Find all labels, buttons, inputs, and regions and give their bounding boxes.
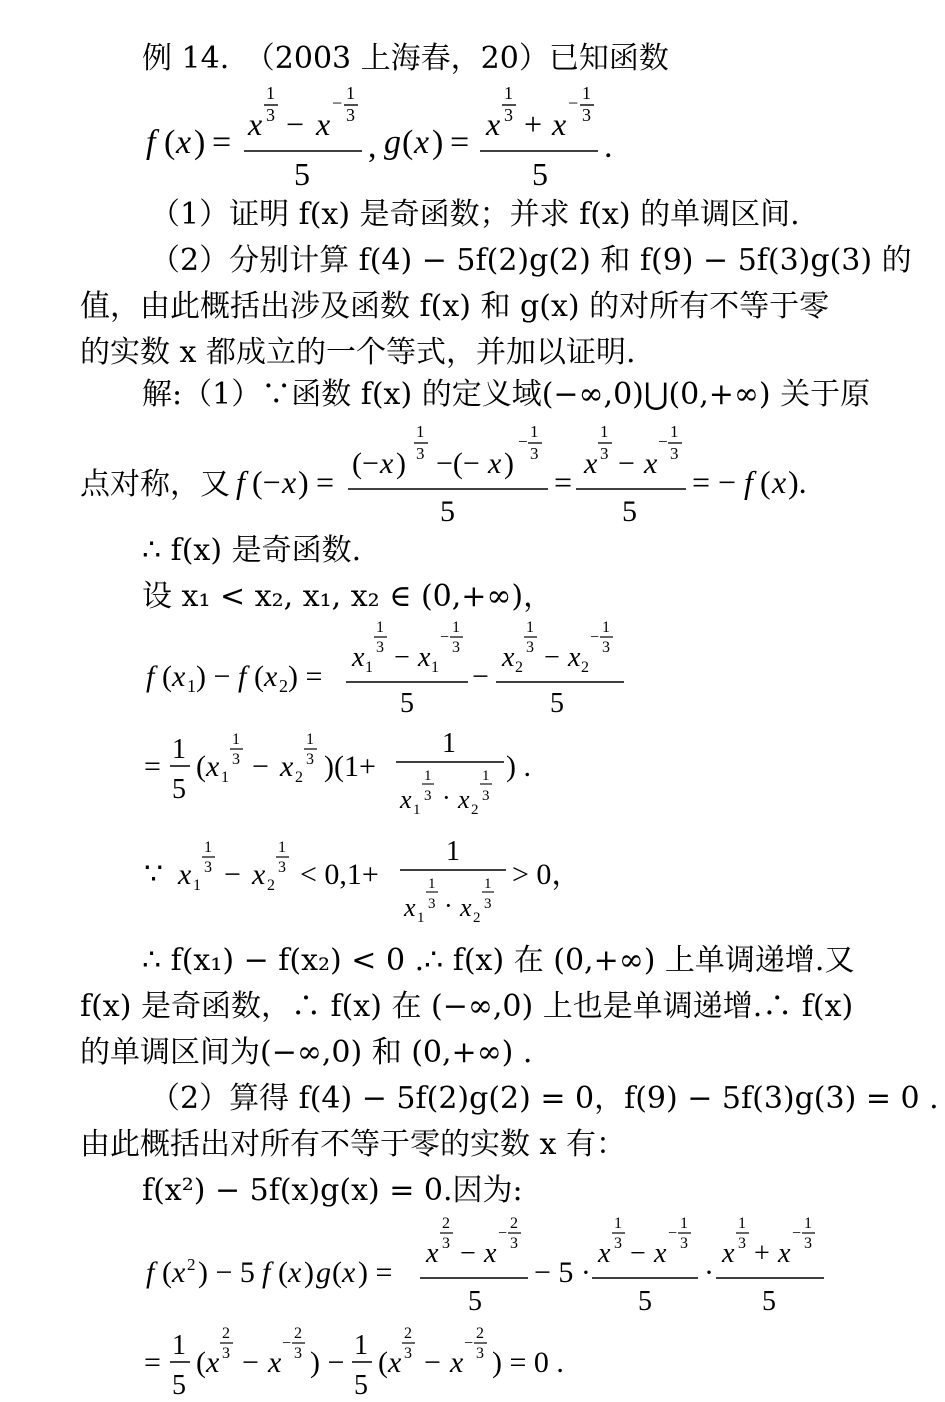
problem-source: （2003 上海春，20）已知函数 bbox=[244, 41, 669, 76]
svg-text:x: x bbox=[380, 447, 394, 480]
svg-text:5: 5 bbox=[762, 1286, 776, 1317]
svg-text:x: x bbox=[426, 1238, 439, 1269]
svg-text:3: 3 bbox=[484, 896, 492, 912]
svg-text:5: 5 bbox=[468, 1286, 482, 1317]
svg-text:5: 5 bbox=[550, 688, 564, 719]
svg-text:x: x bbox=[248, 106, 263, 142]
svg-text:1: 1 bbox=[446, 836, 460, 867]
solution-1-line-5: ∴ f(x₁) − f(x₂) < 0 .∴ f(x) 在 (0,+∞) 上单调递增.又 bbox=[142, 943, 855, 978]
svg-text:x: x bbox=[172, 1256, 186, 1289]
svg-text:3: 3 bbox=[204, 859, 212, 876]
svg-text:3: 3 bbox=[804, 1235, 812, 1252]
svg-text:x: x bbox=[772, 464, 787, 500]
formula-expansion bbox=[140, 1212, 840, 1317]
svg-text:1: 1 bbox=[172, 734, 186, 765]
svg-text:x: x bbox=[484, 1238, 497, 1269]
task-2-line-3: 的实数 x 都成立的一个等式，并加以证明. bbox=[80, 335, 636, 370]
svg-text:1: 1 bbox=[416, 422, 425, 441]
svg-text:−: − bbox=[568, 93, 579, 113]
svg-text:): ) bbox=[432, 124, 444, 161]
svg-text:5: 5 bbox=[172, 1370, 186, 1401]
svg-text:−: − bbox=[630, 1238, 646, 1269]
svg-text:x: x bbox=[778, 1238, 791, 1269]
svg-text:−: − bbox=[424, 1346, 441, 1379]
svg-text:3: 3 bbox=[600, 444, 609, 463]
svg-text:−: − bbox=[460, 1238, 476, 1269]
svg-text:·: · bbox=[704, 1256, 714, 1289]
svg-text:).: ). bbox=[788, 464, 807, 500]
svg-text:x: x bbox=[414, 124, 430, 161]
svg-text:2: 2 bbox=[476, 1325, 484, 1342]
svg-text:−: − bbox=[440, 629, 450, 646]
solution-1-line-3: ∴ f(x) 是奇函数. bbox=[142, 533, 362, 568]
svg-text:(−: (− bbox=[352, 447, 379, 480]
svg-text:g: g bbox=[316, 1256, 331, 1289]
svg-text:+: + bbox=[524, 106, 543, 142]
svg-text:−: − bbox=[252, 750, 269, 783]
svg-text:< 0,1+: < 0,1+ bbox=[300, 858, 379, 891]
svg-text:2: 2 bbox=[222, 1325, 230, 1342]
svg-text:1: 1 bbox=[452, 619, 460, 636]
svg-text:1: 1 bbox=[602, 619, 610, 636]
svg-text:): ) bbox=[304, 1256, 314, 1289]
svg-text:1: 1 bbox=[680, 1215, 688, 1232]
svg-text:3: 3 bbox=[232, 751, 240, 768]
svg-text:1: 1 bbox=[482, 768, 490, 784]
svg-text:−: − bbox=[224, 858, 241, 891]
svg-text:5: 5 bbox=[294, 156, 310, 192]
svg-text:3: 3 bbox=[404, 1345, 412, 1362]
svg-text:) −: ) − bbox=[196, 660, 231, 693]
svg-text:3: 3 bbox=[452, 639, 460, 656]
svg-text:1: 1 bbox=[442, 728, 456, 759]
svg-text:(−: (− bbox=[252, 464, 281, 500]
svg-text:−: − bbox=[472, 660, 489, 693]
svg-text:x: x bbox=[488, 447, 502, 480]
svg-text:2: 2 bbox=[510, 1215, 518, 1232]
svg-text:.: . bbox=[604, 128, 613, 165]
svg-text:3: 3 bbox=[428, 896, 436, 912]
svg-text:+: + bbox=[754, 1238, 770, 1269]
svg-text:−: − bbox=[282, 1335, 292, 1352]
svg-text:1: 1 bbox=[346, 83, 355, 103]
formula-difference bbox=[140, 620, 660, 720]
svg-text:= −: = − bbox=[692, 464, 737, 500]
svg-text:5: 5 bbox=[172, 774, 186, 805]
svg-text:x: x bbox=[268, 1346, 282, 1379]
svg-text:(: ( bbox=[278, 1256, 288, 1289]
svg-text:2: 2 bbox=[187, 1255, 196, 1274]
svg-text:(: ( bbox=[378, 1346, 388, 1379]
svg-text:f: f bbox=[262, 1256, 271, 1289]
svg-text:1: 1 bbox=[417, 910, 425, 926]
svg-text:1: 1 bbox=[306, 731, 314, 748]
svg-text:3: 3 bbox=[294, 1345, 302, 1362]
svg-text:) − 5: ) − 5 bbox=[198, 1256, 255, 1289]
svg-text:) = 0 .: ) = 0 . bbox=[492, 1346, 564, 1379]
svg-text:3: 3 bbox=[442, 1235, 450, 1252]
svg-text:x: x bbox=[288, 1256, 302, 1289]
svg-text:5: 5 bbox=[638, 1286, 652, 1317]
svg-text:x: x bbox=[388, 1346, 402, 1379]
svg-text:f: f bbox=[146, 1256, 155, 1289]
task-1: （1）证明 f(x) 是奇函数；并求 f(x) 的单调区间. bbox=[150, 197, 800, 232]
svg-text:x: x bbox=[206, 1346, 220, 1379]
svg-text:g: g bbox=[384, 124, 401, 161]
svg-text:−: − bbox=[498, 1225, 508, 1242]
svg-text:5: 5 bbox=[622, 495, 637, 528]
svg-text:1: 1 bbox=[376, 619, 384, 636]
svg-text:−: − bbox=[518, 432, 528, 451]
svg-text:2: 2 bbox=[295, 769, 303, 786]
svg-text:3: 3 bbox=[530, 444, 539, 463]
svg-text:x: x bbox=[172, 660, 186, 693]
svg-text:1: 1 bbox=[187, 676, 196, 696]
svg-text:−: − bbox=[242, 1346, 259, 1379]
svg-text:=: = bbox=[144, 1346, 161, 1379]
svg-text:1: 1 bbox=[365, 659, 373, 676]
svg-text:3: 3 bbox=[680, 1235, 688, 1252]
svg-text:(: ( bbox=[196, 1346, 206, 1379]
svg-text:1: 1 bbox=[204, 839, 212, 856]
svg-text:2: 2 bbox=[473, 910, 481, 926]
svg-text:=: = bbox=[316, 464, 335, 500]
svg-text:x: x bbox=[404, 893, 416, 922]
svg-text:3: 3 bbox=[510, 1235, 518, 1252]
svg-text:3: 3 bbox=[482, 788, 490, 804]
svg-text:x: x bbox=[568, 642, 581, 673]
solution-1-line-4: 设 x₁ < x₂, x₁, x₂ ∈ (0,+∞)， bbox=[142, 579, 554, 614]
svg-text:): ) bbox=[396, 447, 406, 480]
svg-text:x: x bbox=[264, 660, 278, 693]
formula-definition bbox=[140, 85, 640, 195]
formula-final bbox=[140, 1320, 600, 1400]
solution-1-line-1: 解:（1）∵函数 f(x) 的定义域(−∞,0)⋃(0,+∞) 关于原 bbox=[142, 377, 871, 412]
svg-text:> 0，: > 0， bbox=[512, 858, 582, 891]
svg-text:(: ( bbox=[162, 660, 172, 693]
svg-text:1: 1 bbox=[428, 876, 436, 892]
task-2-line-1: （2）分别计算 f(4) − 5f(2)g(2) 和 f(9) − 5f(3)g(3) 的 bbox=[150, 243, 912, 278]
formula-factored bbox=[140, 722, 560, 822]
svg-text:1: 1 bbox=[413, 802, 421, 818]
svg-text:=: = bbox=[212, 124, 232, 161]
svg-text:f: f bbox=[146, 660, 155, 693]
svg-text:5: 5 bbox=[400, 688, 414, 719]
svg-text:x: x bbox=[342, 1256, 356, 1289]
svg-text:3: 3 bbox=[278, 859, 286, 876]
svg-text:1: 1 bbox=[266, 83, 275, 103]
svg-text:=: = bbox=[450, 124, 470, 161]
svg-text:,: , bbox=[368, 128, 377, 165]
svg-text:1: 1 bbox=[193, 877, 201, 894]
svg-text:2: 2 bbox=[471, 802, 479, 818]
svg-text:2: 2 bbox=[267, 877, 275, 894]
svg-text:x: x bbox=[450, 1346, 464, 1379]
svg-text:1: 1 bbox=[221, 769, 229, 786]
svg-text:3: 3 bbox=[582, 105, 591, 125]
formula-inequality bbox=[140, 832, 600, 932]
svg-text:3: 3 bbox=[670, 444, 679, 463]
svg-text:3: 3 bbox=[376, 639, 384, 656]
svg-text:x: x bbox=[460, 893, 472, 922]
svg-text:1: 1 bbox=[484, 876, 492, 892]
svg-text:x: x bbox=[598, 1238, 611, 1269]
svg-text:x: x bbox=[178, 858, 192, 891]
svg-text:−: − bbox=[544, 642, 560, 673]
svg-text:f: f bbox=[744, 464, 753, 500]
svg-text:(: ( bbox=[760, 464, 771, 500]
svg-text:x: x bbox=[206, 750, 220, 783]
problem-heading bbox=[142, 42, 669, 77]
solution-1-line-2-text: 点对称，又 bbox=[80, 467, 230, 502]
svg-text:1: 1 bbox=[504, 83, 513, 103]
svg-text:(: ( bbox=[402, 124, 414, 161]
svg-text:1: 1 bbox=[530, 422, 539, 441]
svg-text:x: x bbox=[252, 858, 266, 891]
svg-text:x: x bbox=[280, 750, 294, 783]
svg-text:1: 1 bbox=[278, 839, 286, 856]
svg-text:3: 3 bbox=[602, 639, 610, 656]
svg-text:x: x bbox=[400, 785, 412, 814]
svg-text:3: 3 bbox=[306, 751, 314, 768]
svg-text:(: ( bbox=[164, 124, 176, 161]
svg-text:2: 2 bbox=[581, 659, 589, 676]
svg-text:=: = bbox=[554, 464, 573, 500]
svg-text:3: 3 bbox=[614, 1235, 622, 1252]
svg-text:−: − bbox=[792, 1225, 802, 1242]
svg-text:) =: ) = bbox=[358, 1256, 393, 1289]
svg-text:·: · bbox=[442, 783, 451, 812]
svg-text:3: 3 bbox=[416, 444, 425, 463]
svg-text:1: 1 bbox=[582, 83, 591, 103]
svg-text:1: 1 bbox=[738, 1215, 746, 1232]
svg-text:−: − bbox=[332, 93, 343, 113]
svg-text:−: − bbox=[658, 432, 668, 451]
svg-text:−: − bbox=[590, 629, 600, 646]
solution-1-line-7: 的单调区间为(−∞,0) 和 (0,+∞) . bbox=[80, 1035, 533, 1070]
solution-1-line-6: f(x) 是奇函数，∴ f(x) 在 (−∞,0) 上也是单调递增.∴ f(x) bbox=[80, 989, 854, 1024]
svg-text:1: 1 bbox=[424, 768, 432, 784]
svg-text:x: x bbox=[584, 447, 598, 480]
solution-2-line-1: （2）算得 f(4) − 5f(2)g(2) = 0，f(9) − 5f(3)g(3) = 0 . bbox=[150, 1081, 939, 1116]
solution-2-line-3: f(x²) − 5f(x)g(x) = 0.因为: bbox=[142, 1173, 523, 1208]
svg-text:2: 2 bbox=[442, 1215, 450, 1232]
svg-text:x: x bbox=[458, 785, 470, 814]
svg-text:−: − bbox=[464, 1335, 474, 1352]
svg-text:5: 5 bbox=[440, 495, 455, 528]
svg-text:−: − bbox=[286, 106, 305, 142]
svg-text:3: 3 bbox=[526, 639, 534, 656]
svg-text:3: 3 bbox=[222, 1345, 230, 1362]
svg-text:): ) bbox=[298, 464, 309, 500]
svg-text:2: 2 bbox=[404, 1325, 412, 1342]
svg-text:f: f bbox=[146, 124, 156, 161]
svg-text:·: · bbox=[444, 891, 453, 920]
task-2-line-2: 值，由此概括出涉及函数 f(x) 和 g(x) 的对所有不等于零 bbox=[80, 289, 830, 324]
svg-text:x: x bbox=[502, 642, 515, 673]
svg-text:x: x bbox=[352, 642, 365, 673]
problem-label: 例 14. bbox=[142, 41, 230, 76]
svg-text:1: 1 bbox=[614, 1215, 622, 1232]
svg-text:(: ( bbox=[196, 750, 206, 783]
svg-text:1: 1 bbox=[232, 731, 240, 748]
svg-text:1: 1 bbox=[354, 1330, 368, 1361]
svg-text:1: 1 bbox=[526, 619, 534, 636]
svg-text:1: 1 bbox=[600, 422, 609, 441]
svg-text:x: x bbox=[418, 642, 431, 673]
svg-text:)(1+: )(1+ bbox=[324, 750, 376, 783]
svg-text:(: ( bbox=[254, 660, 264, 693]
svg-text:x: x bbox=[282, 464, 297, 500]
svg-text:∵: ∵ bbox=[144, 858, 164, 891]
svg-text:− 5 ·: − 5 · bbox=[534, 1256, 591, 1289]
svg-text:5: 5 bbox=[354, 1370, 368, 1401]
svg-text:(: ( bbox=[162, 1256, 172, 1289]
svg-text:3: 3 bbox=[476, 1345, 484, 1362]
svg-text:−(−: −(− bbox=[436, 447, 480, 480]
svg-text:) =: ) = bbox=[288, 660, 323, 693]
svg-text:): ) bbox=[504, 447, 514, 480]
svg-text:2: 2 bbox=[294, 1325, 302, 1342]
svg-text:−: − bbox=[394, 642, 410, 673]
formula-odd-check bbox=[230, 422, 830, 530]
svg-text:) −: ) − bbox=[310, 1346, 345, 1379]
svg-text:1: 1 bbox=[670, 422, 679, 441]
svg-text:2: 2 bbox=[279, 676, 288, 696]
svg-text:1: 1 bbox=[431, 659, 439, 676]
svg-text:3: 3 bbox=[424, 788, 432, 804]
svg-text:x: x bbox=[644, 447, 658, 480]
solution-2-line-2: 由此概括出对所有不等于零的实数 x 有： bbox=[80, 1127, 626, 1162]
svg-text:x: x bbox=[316, 106, 331, 142]
svg-text:=: = bbox=[144, 750, 161, 783]
svg-text:): ) bbox=[194, 124, 206, 161]
svg-text:x: x bbox=[486, 106, 501, 142]
svg-text:x: x bbox=[552, 106, 567, 142]
svg-text:) .: ) . bbox=[506, 750, 531, 783]
svg-text:(: ( bbox=[332, 1256, 342, 1289]
svg-text:−: − bbox=[668, 1225, 678, 1242]
svg-text:f: f bbox=[238, 660, 247, 693]
svg-text:3: 3 bbox=[504, 105, 513, 125]
svg-text:3: 3 bbox=[266, 105, 275, 125]
svg-text:1: 1 bbox=[804, 1215, 812, 1232]
svg-text:1: 1 bbox=[172, 1330, 186, 1361]
svg-text:−: − bbox=[618, 447, 635, 480]
svg-text:2: 2 bbox=[515, 659, 523, 676]
svg-text:x: x bbox=[654, 1238, 667, 1269]
svg-text:x: x bbox=[722, 1238, 735, 1269]
svg-text:3: 3 bbox=[738, 1235, 746, 1252]
svg-text:3: 3 bbox=[346, 105, 355, 125]
svg-text:x: x bbox=[176, 124, 192, 161]
svg-text:f: f bbox=[236, 464, 245, 500]
svg-text:5: 5 bbox=[532, 156, 548, 192]
